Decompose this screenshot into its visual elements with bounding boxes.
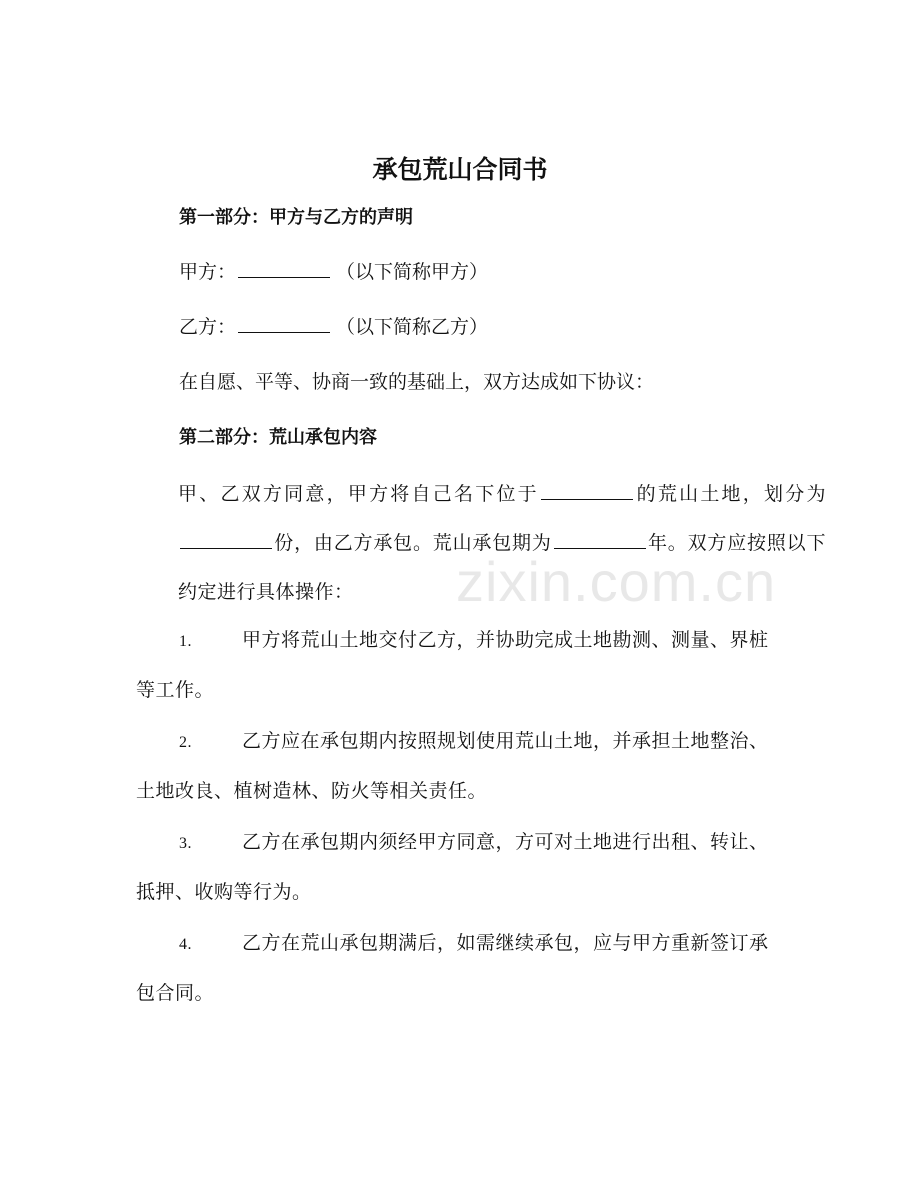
content-seg2: 的荒山土地，划分为 — [634, 483, 826, 505]
content-seg3: 份，由乙方承包。荒山承包期为 — [274, 532, 552, 554]
item-number: 4. — [179, 936, 192, 953]
party-b-suffix: （以下简称乙方） — [336, 316, 489, 338]
item-text: 甲方将荒山土地交付乙方，并协助完成土地勘测、测量、界桩等工作。 — [136, 629, 769, 701]
party-a-label: 甲方： — [179, 261, 237, 283]
list-item — [136, 818, 784, 917]
location-blank — [541, 481, 633, 500]
parcel-count-blank — [180, 530, 272, 549]
party-a-line — [179, 257, 488, 287]
content-paragraph — [136, 470, 826, 617]
party-b-blank — [238, 314, 330, 333]
document-title: 承包荒山合同书 — [372, 155, 548, 184]
item-text: 乙方在荒山承包期满后，如需继续承包，应与甲方重新签订承包合同。 — [136, 932, 769, 1004]
list-item — [136, 919, 784, 1018]
item-number: 1. — [179, 633, 192, 650]
party-b-line — [179, 312, 488, 342]
watermark: zixin.com.cn — [456, 550, 777, 613]
item-number: 2. — [179, 734, 192, 751]
party-a-blank — [238, 259, 330, 278]
content-seg4: 年。双方应按照以下约定进行具体操作： — [178, 532, 826, 603]
item-number: 3. — [179, 835, 192, 852]
part2-heading: 第二部分：荒山承包内容 — [179, 427, 377, 448]
list-item — [136, 717, 784, 816]
item-text: 乙方应在承包期内按照规划使用荒山土地，并承担土地整治、土地改良、植树造林、防火等相关责任。 — [136, 730, 769, 802]
content-seg1: 甲、乙双方同意，甲方将自己名下位于 — [178, 483, 539, 505]
list-item — [136, 616, 784, 715]
party-a-suffix: （以下简称甲方） — [336, 261, 489, 283]
item-text: 乙方在承包期内须经甲方同意，方可对土地进行出租、转让、抵押、收购等行为。 — [136, 831, 769, 903]
party-b-label: 乙方： — [179, 316, 237, 338]
term-years-blank — [554, 530, 646, 549]
intro-text: 在自愿、平等、协商一致的基础上，双方达成如下协议： — [179, 371, 655, 393]
part1-heading: 第一部分：甲方与乙方的声明 — [179, 207, 413, 228]
